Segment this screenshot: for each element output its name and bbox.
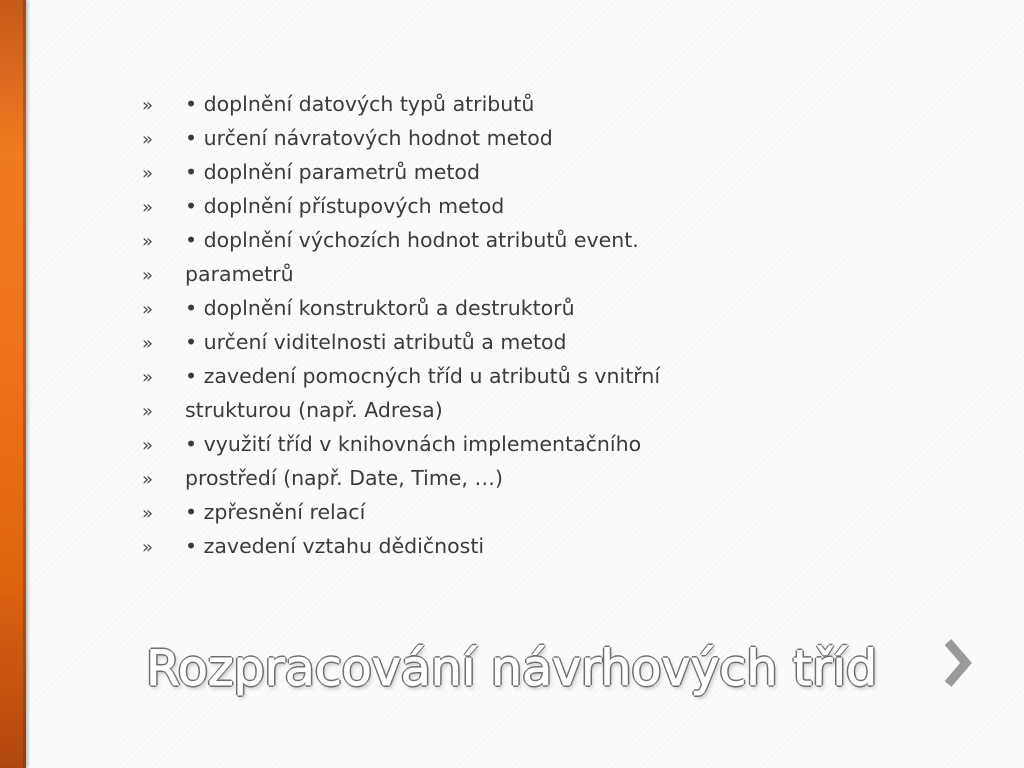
list-item bbox=[142, 432, 902, 466]
list-marker: » bbox=[142, 537, 154, 558]
list-marker: » bbox=[142, 299, 154, 320]
list-item-text: • doplnění parametrů metod bbox=[185, 160, 480, 184]
list-item bbox=[142, 330, 902, 364]
list-item bbox=[142, 160, 902, 194]
list-item bbox=[142, 92, 902, 126]
list-marker: » bbox=[142, 197, 154, 218]
slide-title bbox=[146, 640, 877, 697]
list-marker: » bbox=[142, 231, 154, 252]
list-item-text: • doplnění výchozích hodnot atributů event. bbox=[185, 228, 639, 252]
list-marker: » bbox=[142, 163, 154, 184]
slide-title-text: Rozpracování návrhových tříd bbox=[146, 640, 878, 697]
list-item-text: • zavedení pomocných tříd u atributů s vnitřní bbox=[185, 364, 661, 388]
list-marker: » bbox=[142, 95, 154, 116]
list-item-text: • určení návratových hodnot metod bbox=[185, 126, 553, 150]
list-marker: » bbox=[142, 129, 154, 150]
list-marker: » bbox=[142, 503, 154, 524]
list-item bbox=[142, 228, 902, 262]
list-item bbox=[142, 296, 902, 330]
list-item-text: strukturou (např. Adresa) bbox=[185, 398, 443, 422]
accent-bar bbox=[0, 0, 26, 768]
list-marker: » bbox=[142, 333, 154, 354]
list-marker: » bbox=[142, 265, 154, 286]
list-item bbox=[142, 194, 902, 228]
bullet-list bbox=[142, 92, 902, 568]
list-item bbox=[142, 500, 902, 534]
list-item-text: • určení viditelnosti atributů a metod bbox=[185, 330, 567, 354]
chevron-right-icon[interactable] bbox=[944, 636, 976, 690]
list-item-text: prostředí (např. Date, Time, …) bbox=[185, 466, 503, 490]
list-item bbox=[142, 364, 902, 398]
list-item-text: • doplnění datových typů atributů bbox=[185, 92, 535, 116]
list-item-text: • využití tříd v knihovnách implementačního bbox=[185, 432, 642, 456]
list-marker: » bbox=[142, 401, 154, 422]
list-item bbox=[142, 466, 902, 500]
list-item-text: parametrů bbox=[185, 262, 294, 286]
list-item-text: • doplnění konstruktorů a destruktorů bbox=[185, 296, 575, 320]
list-marker: » bbox=[142, 435, 154, 456]
list-item bbox=[142, 126, 902, 160]
list-marker: » bbox=[142, 367, 154, 388]
list-item-text: • zpřesnění relací bbox=[185, 500, 366, 524]
list-item bbox=[142, 534, 902, 568]
list-item bbox=[142, 262, 902, 296]
list-item bbox=[142, 398, 902, 432]
list-item-text: • zavedení vztahu dědičnosti bbox=[185, 534, 485, 558]
list-item-text: • doplnění přístupových metod bbox=[185, 194, 505, 218]
list-marker: » bbox=[142, 469, 154, 490]
